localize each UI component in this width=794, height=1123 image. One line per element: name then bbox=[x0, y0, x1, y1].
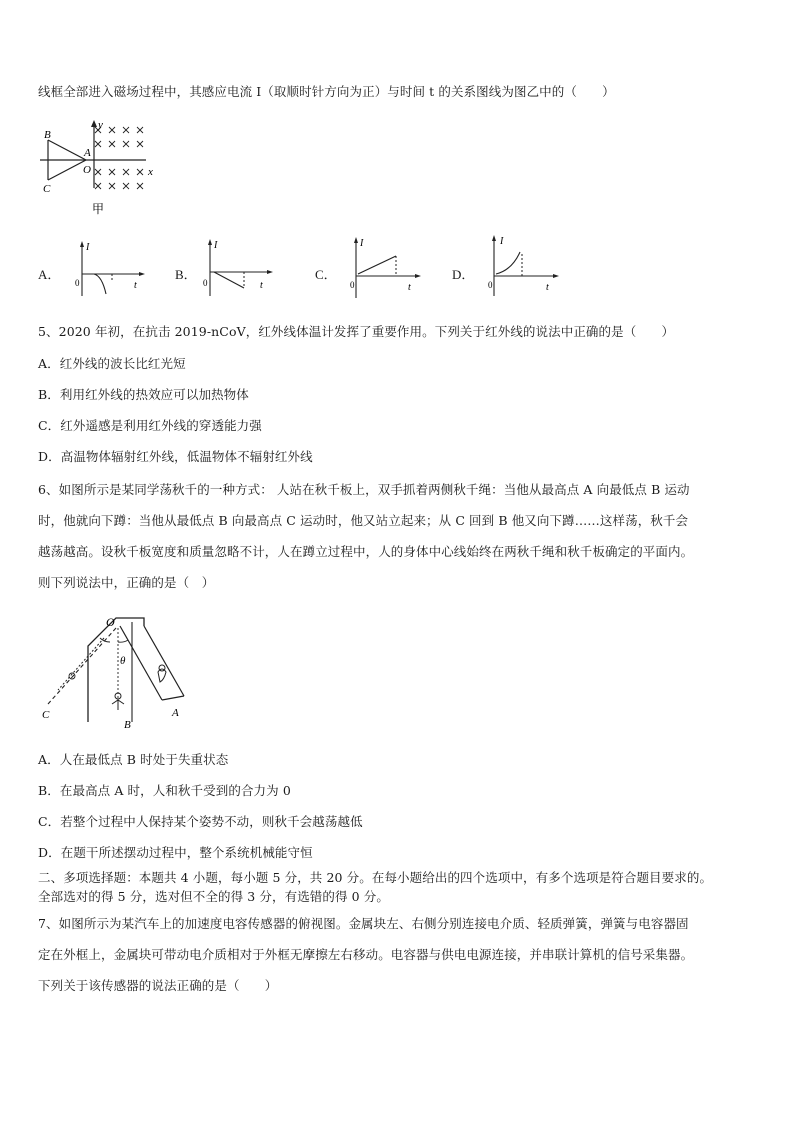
q4-option-d-graph bbox=[484, 234, 564, 298]
q6-option-b: B．在最高点 A 时，人和秋千受到的合力为 0 bbox=[38, 783, 291, 798]
q5-option-a: A．红外线的波长比红光短 bbox=[38, 356, 186, 371]
label-theta: θ bbox=[120, 655, 126, 667]
q6-option-a: A．人在最低点 B 时处于失重状态 bbox=[38, 752, 229, 767]
axis-t-label: t bbox=[260, 280, 263, 291]
axis-i-label: I bbox=[214, 240, 218, 251]
axis-i-label: I bbox=[86, 242, 90, 253]
label-C: C bbox=[43, 183, 51, 195]
label-y: y bbox=[98, 119, 103, 131]
figure-caption: 甲 bbox=[92, 202, 105, 216]
label-A: A bbox=[172, 707, 179, 719]
q4-option-a-graph bbox=[72, 240, 152, 300]
q4-option-d-label: D． bbox=[452, 267, 475, 282]
q4-option-b-label: B． bbox=[175, 267, 197, 282]
q4-option-b-graph bbox=[200, 238, 280, 298]
q4-option-c-graph bbox=[346, 236, 426, 300]
label-B: B bbox=[124, 719, 131, 731]
origin-label: 0 bbox=[488, 280, 493, 290]
label-O: O bbox=[106, 615, 115, 629]
q6-swing-figure bbox=[40, 612, 200, 732]
label-O: O bbox=[83, 164, 91, 176]
q6-stem-line-2: 时，他就向下蹲：当他从最低点 B 向最高点 C 运动时，他又站立起来；从 C 回到 B 他又向下蹲……这样荡，秋千会 bbox=[38, 513, 689, 528]
section2-line-1: 二、多项选择题：本题共 4 小题，每小题 5 分，共 20 分。在每小题给出的四个选项中，有多个选项是符合题目要求的。 bbox=[38, 870, 713, 885]
axis-t-label: t bbox=[134, 280, 137, 291]
q6-stem-line-4: 则下列说法中，正确的是（ ） bbox=[38, 575, 215, 590]
q6-stem-line-3: 越荡越高。设秋千板宽度和质量忽略不计，人在蹲立过程中，人的身体中心线始终在两秋千绳和秋千板确定的平面内。 bbox=[38, 544, 694, 559]
label-A: A bbox=[84, 147, 91, 159]
origin-label: 0 bbox=[350, 280, 355, 290]
origin-label: 0 bbox=[203, 278, 208, 288]
q4-option-a-label: A． bbox=[38, 267, 61, 282]
q5-stem: 5、2020 年初，在抗击 2019-nCoV，红外线体温计发挥了重要作用。下列关于红外线的说法中正确的是（ ） bbox=[38, 324, 675, 339]
axis-t-label: t bbox=[546, 282, 549, 293]
q5-option-c: C．红外遥感是利用红外线的穿透能力强 bbox=[38, 418, 262, 433]
q6-option-d: D．在题干所述摆动过程中，整个系统机械能守恒 bbox=[38, 845, 313, 860]
q4-stem: 线框全部进入磁场过程中，其感应电流 I（取顺时针方向为正）与时间 t 的关系图线为图乙中的（ ） bbox=[38, 84, 615, 99]
section2-line-2: 全部选对的得 5 分，选对但不全的得 3 分，有选错的得 0 分。 bbox=[38, 889, 389, 904]
q5-option-b: B．利用红外线的热效应可以加热物体 bbox=[38, 387, 249, 402]
label-C: C bbox=[42, 709, 50, 721]
q5-option-d: D．高温物体辐射红外线，低温物体不辐射红外线 bbox=[38, 449, 313, 464]
q7-stem-line-2: 定在外框上，金属块可带动电介质相对于外框无摩擦左右移动。电容器与供电电源连接，并串联计算机的信号采集器。 bbox=[38, 947, 694, 962]
axis-i-label: I bbox=[500, 236, 504, 247]
q7-stem-line-1: 7、如图所示为某汽车上的加速度电容传感器的俯视图。金属块左、右侧分别连接电介质、轻质弹簧，弹簧与电容器固 bbox=[38, 916, 689, 931]
q6-stem-line-1: 6、如图所示是某同学荡秋千的一种方式： 人站在秋千板上，双手抓着两侧秋千绳：当他从最高点 A 向最低点 B 运动 bbox=[38, 482, 690, 497]
q4-option-c-label: C． bbox=[315, 267, 337, 282]
label-B: B bbox=[44, 129, 51, 141]
label-x: x bbox=[148, 166, 153, 178]
axis-i-label: I bbox=[360, 238, 364, 249]
axis-t-label: t bbox=[408, 282, 411, 293]
q7-stem-line-3: 下列关于该传感器的说法正确的是（ ） bbox=[38, 978, 278, 993]
q6-option-c: C．若整个过程中人保持某个姿势不动，则秋千会越荡越低 bbox=[38, 814, 363, 829]
origin-label: 0 bbox=[75, 278, 80, 288]
q4-figure-jia bbox=[36, 118, 166, 218]
